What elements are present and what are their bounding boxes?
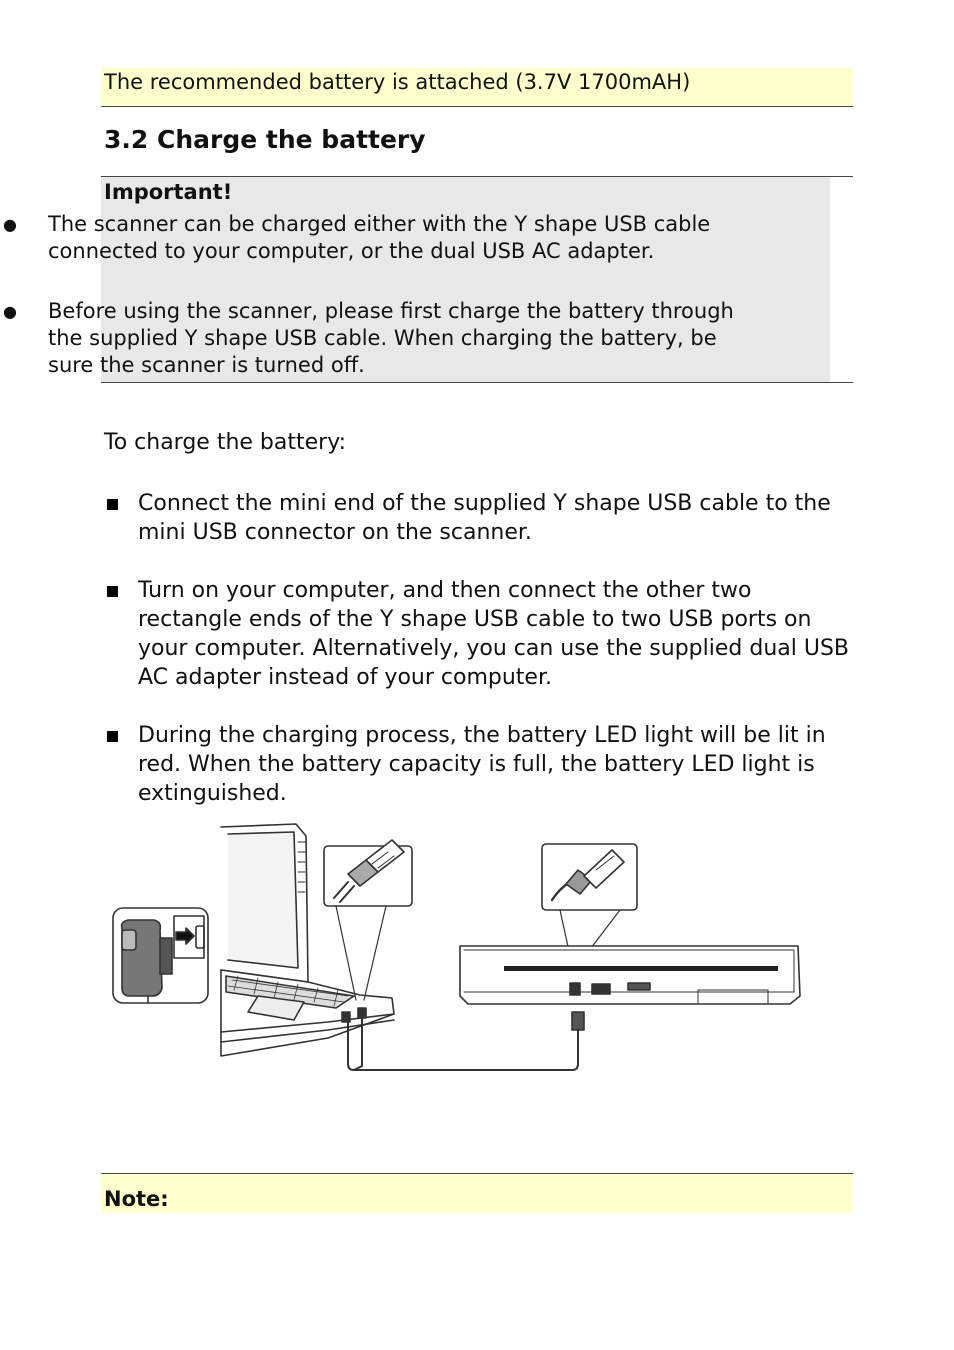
y-shape-usb-cable: [348, 1012, 584, 1070]
square-bullet-icon: [107, 731, 118, 742]
bullet-dot: ●: [3, 302, 17, 321]
step-text: Turn on your computer, and then connect the other two rectangle ends of the Y shape USB cable to two USB ports on your computer. Alternatively, you can use the supplied dual USB AC adapter instead of your computer.: [138, 578, 850, 690]
note-box: [101, 1173, 853, 1213]
bullet-dot: ●: [3, 215, 17, 234]
square-bullet-icon: [107, 586, 118, 597]
step-text: Connect the mini end of the supplied Y shape USB cable to the mini USB connector on the scanner.: [138, 491, 831, 545]
ac-adapter-icon: [113, 908, 208, 1003]
scanner-icon: [460, 946, 800, 1004]
important-item-text: Before using the scanner, please first charge the battery through the supplied Y shape USB cable. When charging the battery, be sure the scanner is turned off.: [48, 299, 734, 377]
square-bullet-icon: [107, 499, 118, 510]
section-title: 3.2 Charge the battery: [104, 125, 426, 154]
step-text: During the charging process, the battery LED light will be lit in red. When the battery capacity is full, the battery LED light is extinguished.: [138, 723, 826, 806]
usb-a-plug-callout: [324, 840, 412, 1000]
important-title: Important!: [104, 180, 233, 204]
important-item-text: The scanner can be charged either with the Y shape USB cable connected to your computer, or the dual USB AC adapter.: [48, 212, 711, 263]
recommended-battery-note: [101, 68, 853, 107]
note-label: Note:: [104, 1187, 169, 1211]
charging-illustration: [108, 820, 808, 1080]
recommended-battery-text: The recommended battery is attached (3.7V 1700mAH): [104, 70, 691, 94]
intro-text: To charge the battery:: [104, 430, 347, 455]
